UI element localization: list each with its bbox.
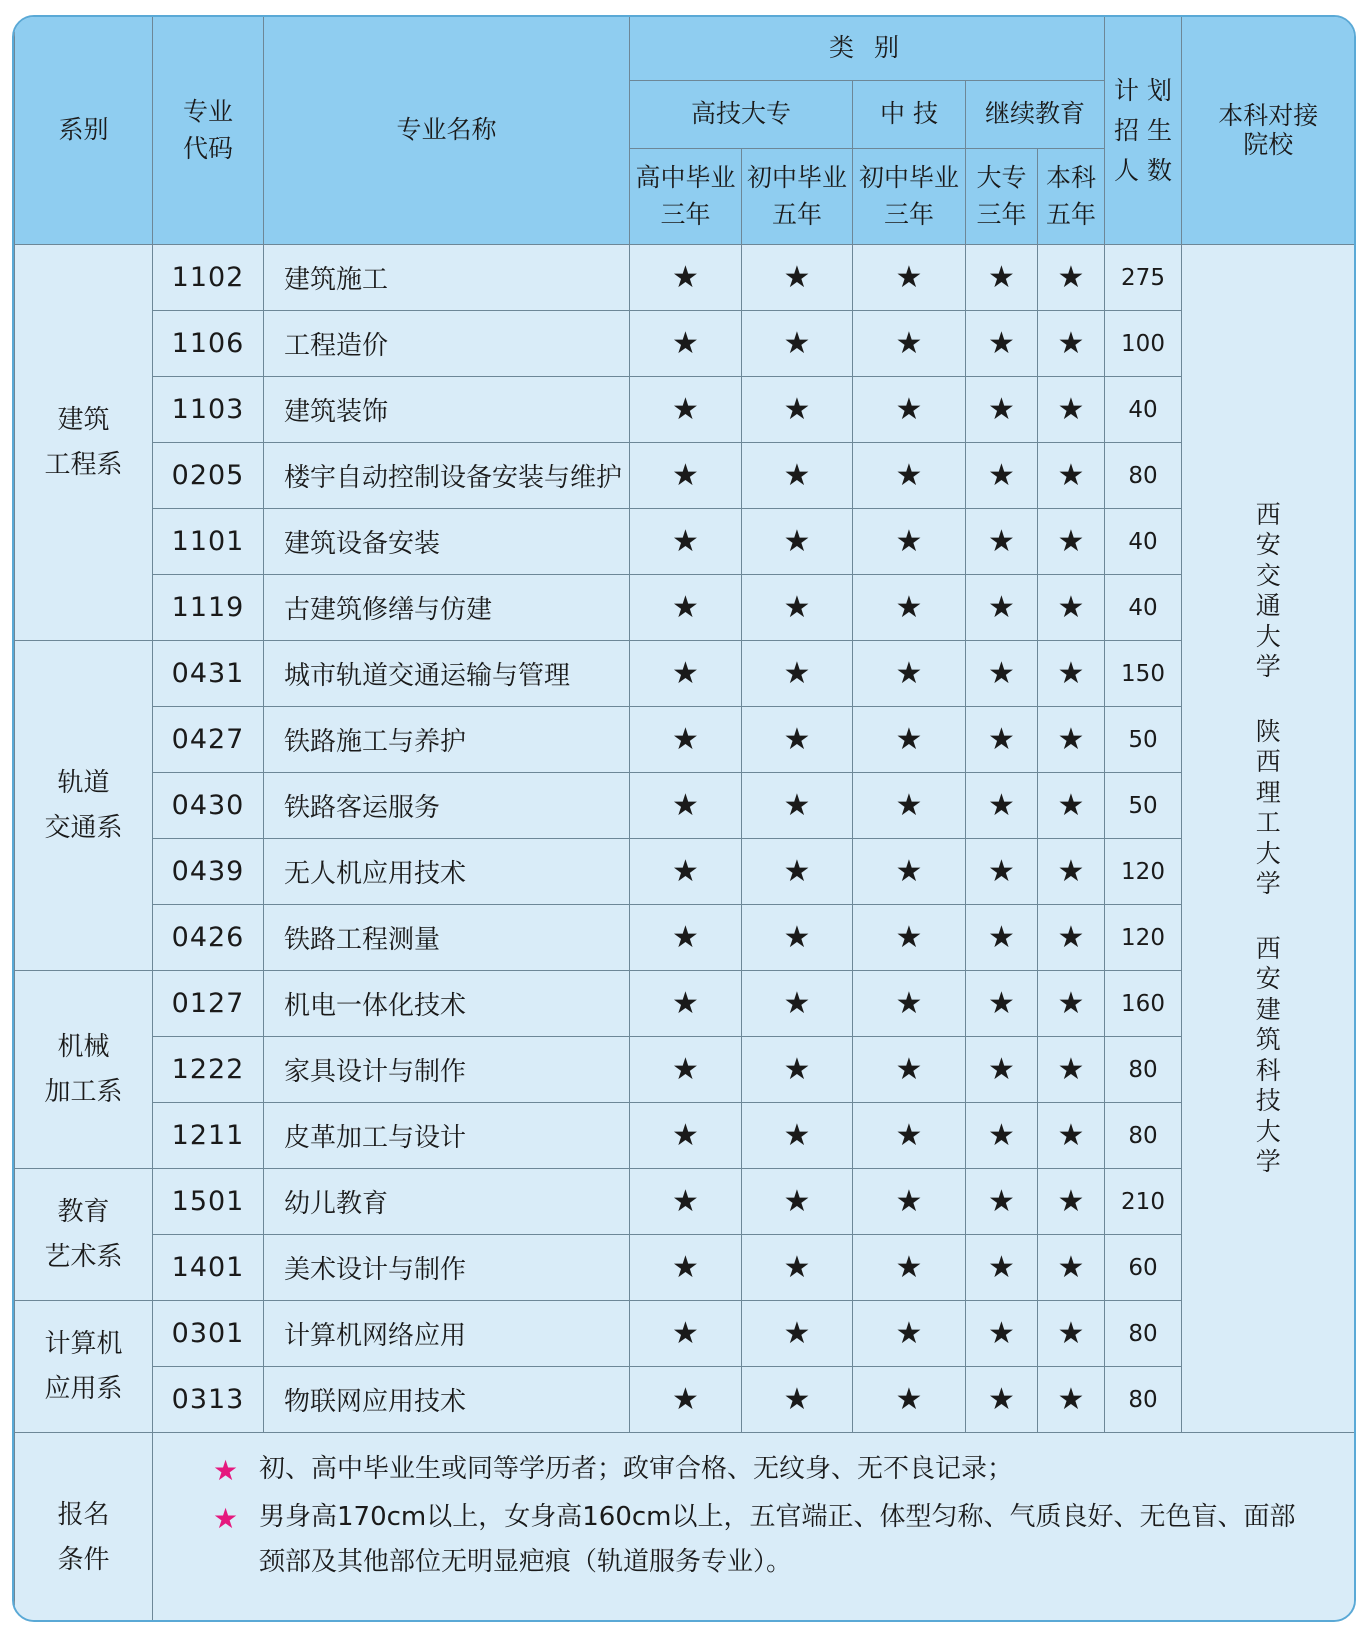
header-sub-cz3: 初中毕业 三年 <box>853 149 966 245</box>
star-mark-cz3: ★ <box>853 377 966 443</box>
star-mark-cz5: ★ <box>742 641 853 707</box>
star-mark-bk5: ★ <box>1038 1103 1105 1169</box>
requirement-item <box>213 1495 1319 1584</box>
header-code: 专业 代码 <box>153 17 264 245</box>
star-mark-dz3: ★ <box>966 377 1038 443</box>
star-mark-dz3: ★ <box>966 1235 1038 1301</box>
star-mark-cz5: ★ <box>742 443 853 509</box>
plan-count: 50 <box>1105 773 1182 839</box>
star-mark-bk5: ★ <box>1038 707 1105 773</box>
star-mark-bk5: ★ <box>1038 1169 1105 1235</box>
star-mark-cz3: ★ <box>853 641 966 707</box>
star-mark-dz3: ★ <box>966 509 1038 575</box>
star-mark-cz5: ★ <box>742 311 853 377</box>
majors-body <box>15 245 1355 1623</box>
star-mark-bk5: ★ <box>1038 575 1105 641</box>
header-group-jxjy: 继续教育 <box>966 81 1105 149</box>
plan-count: 50 <box>1105 707 1182 773</box>
table-row <box>15 1169 1355 1235</box>
star-mark-bk5: ★ <box>1038 1235 1105 1301</box>
star-mark-bk5: ★ <box>1038 1037 1105 1103</box>
header-dept: 系别 <box>15 17 153 245</box>
table-row <box>15 971 1355 1037</box>
major-code: 0301 <box>153 1301 264 1367</box>
table-row <box>15 1235 1355 1301</box>
star-mark-bk5: ★ <box>1038 311 1105 377</box>
star-mark-gz3: ★ <box>630 1169 742 1235</box>
star-mark-gz3: ★ <box>630 245 742 311</box>
star-mark-dz3: ★ <box>966 575 1038 641</box>
table-row <box>15 905 1355 971</box>
star-mark-cz5: ★ <box>742 1235 853 1301</box>
partner-university-0: 西安交通大学 <box>1255 499 1281 681</box>
major-name: 铁路施工与养护 <box>264 707 630 773</box>
major-name: 幼儿教育 <box>264 1169 630 1235</box>
requirements-list <box>153 1433 1355 1623</box>
department-name: 机械 加工系 <box>15 971 153 1169</box>
plan-count: 40 <box>1105 509 1182 575</box>
star-mark-gz3: ★ <box>630 971 742 1037</box>
major-code: 1101 <box>153 509 264 575</box>
star-mark-gz3: ★ <box>630 1235 742 1301</box>
major-name: 美术设计与制作 <box>264 1235 630 1301</box>
star-mark-bk5: ★ <box>1038 1367 1105 1433</box>
star-mark-cz3: ★ <box>853 1037 966 1103</box>
major-name: 建筑设备安装 <box>264 509 630 575</box>
star-mark-cz3: ★ <box>853 1301 966 1367</box>
star-mark-dz3: ★ <box>966 1301 1038 1367</box>
star-mark-cz5: ★ <box>742 773 853 839</box>
department-name: 教育 艺术系 <box>15 1169 153 1301</box>
major-name: 建筑施工 <box>264 245 630 311</box>
plan-count: 80 <box>1105 1301 1182 1367</box>
star-mark-gz3: ★ <box>630 1037 742 1103</box>
plan-count: 150 <box>1105 641 1182 707</box>
header-partner: 本科对接 院校 <box>1182 17 1355 245</box>
star-mark-bk5: ★ <box>1038 443 1105 509</box>
header-group-gjdz: 高技大专 <box>630 81 853 149</box>
star-mark-gz3: ★ <box>630 575 742 641</box>
table-row <box>15 509 1355 575</box>
star-mark-gz3: ★ <box>630 641 742 707</box>
star-mark-bk5: ★ <box>1038 971 1105 1037</box>
star-mark-bk5: ★ <box>1038 641 1105 707</box>
partner-university-2: 西安建筑科技大学 <box>1255 933 1281 1176</box>
star-mark-gz3: ★ <box>630 905 742 971</box>
table-row <box>15 311 1355 377</box>
department-name: 建筑 工程系 <box>15 245 153 641</box>
header-group-zj: 中 技 <box>853 81 966 149</box>
header-sub-cz5: 初中毕业 五年 <box>742 149 853 245</box>
header-category: 类 别 <box>630 17 1105 81</box>
major-code: 1119 <box>153 575 264 641</box>
major-name: 建筑装饰 <box>264 377 630 443</box>
major-name: 城市轨道交通运输与管理 <box>264 641 630 707</box>
star-mark-dz3: ★ <box>966 311 1038 377</box>
star-mark-gz3: ★ <box>630 1301 742 1367</box>
star-mark-dz3: ★ <box>966 443 1038 509</box>
plan-count: 120 <box>1105 905 1182 971</box>
plan-count: 120 <box>1105 839 1182 905</box>
major-code: 1222 <box>153 1037 264 1103</box>
star-mark-gz3: ★ <box>630 1367 742 1433</box>
plan-count: 210 <box>1105 1169 1182 1235</box>
header-sub-bk5: 本科 五年 <box>1038 149 1105 245</box>
star-mark-bk5: ★ <box>1038 509 1105 575</box>
star-mark-cz3: ★ <box>853 1103 966 1169</box>
major-name: 铁路工程测量 <box>264 905 630 971</box>
star-mark-bk5: ★ <box>1038 245 1105 311</box>
pink-star-icon: ★ <box>213 1502 239 1536</box>
star-mark-bk5: ★ <box>1038 839 1105 905</box>
star-mark-bk5: ★ <box>1038 905 1105 971</box>
requirement-text: 男身高170cm以上，女身高160cm以上，五官端正、体型匀称、气质良好、无色盲、面部颈部及其他部位无明显疤痕（轨道服务专业）。 <box>259 1502 1296 1577</box>
table-row <box>15 575 1355 641</box>
major-code: 0431 <box>153 641 264 707</box>
star-mark-cz3: ★ <box>853 905 966 971</box>
partner-university-1: 陕西理工大学 <box>1255 716 1281 898</box>
star-mark-cz3: ★ <box>853 1169 966 1235</box>
star-mark-gz3: ★ <box>630 377 742 443</box>
major-code: 0127 <box>153 971 264 1037</box>
star-mark-bk5: ★ <box>1038 773 1105 839</box>
header-plan: 计 划 招 生 人 数 <box>1105 17 1182 245</box>
table-row <box>15 839 1355 905</box>
table-row <box>15 377 1355 443</box>
major-name: 计算机网络应用 <box>264 1301 630 1367</box>
table-row <box>15 641 1355 707</box>
table-row <box>15 1037 1355 1103</box>
table-row <box>15 245 1355 311</box>
plan-count: 40 <box>1105 377 1182 443</box>
requirements-row <box>15 1433 1355 1623</box>
major-name: 古建筑修缮与仿建 <box>264 575 630 641</box>
major-code: 1501 <box>153 1169 264 1235</box>
table-row <box>15 1301 1355 1367</box>
plan-count: 80 <box>1105 443 1182 509</box>
star-mark-dz3: ★ <box>966 641 1038 707</box>
plan-count: 160 <box>1105 971 1182 1037</box>
star-mark-dz3: ★ <box>966 1169 1038 1235</box>
major-name: 皮革加工与设计 <box>264 1103 630 1169</box>
major-code: 1211 <box>153 1103 264 1169</box>
major-code: 0205 <box>153 443 264 509</box>
star-mark-dz3: ★ <box>966 1037 1038 1103</box>
star-mark-cz3: ★ <box>853 707 966 773</box>
requirement-text: 初、高中毕业生或同等学历者；政审合格、无纹身、无不良记录； <box>259 1454 1014 1484</box>
table-row <box>15 443 1355 509</box>
major-code: 0439 <box>153 839 264 905</box>
major-name: 机电一体化技术 <box>264 971 630 1037</box>
star-mark-cz3: ★ <box>853 509 966 575</box>
star-mark-cz5: ★ <box>742 1103 853 1169</box>
star-mark-dz3: ★ <box>966 1103 1038 1169</box>
star-mark-dz3: ★ <box>966 905 1038 971</box>
major-name: 家具设计与制作 <box>264 1037 630 1103</box>
major-code: 0430 <box>153 773 264 839</box>
star-mark-cz5: ★ <box>742 1169 853 1235</box>
star-mark-gz3: ★ <box>630 839 742 905</box>
star-mark-dz3: ★ <box>966 971 1038 1037</box>
star-mark-dz3: ★ <box>966 707 1038 773</box>
table-row <box>15 1367 1355 1433</box>
header-sub-dz3: 大专 三年 <box>966 149 1038 245</box>
star-mark-cz3: ★ <box>853 971 966 1037</box>
star-mark-dz3: ★ <box>966 773 1038 839</box>
star-mark-dz3: ★ <box>966 1367 1038 1433</box>
star-mark-cz3: ★ <box>853 311 966 377</box>
requirements-label: 报名 条件 <box>15 1433 153 1623</box>
star-mark-gz3: ★ <box>630 509 742 575</box>
star-mark-cz5: ★ <box>742 905 853 971</box>
star-mark-cz3: ★ <box>853 839 966 905</box>
plan-count: 40 <box>1105 575 1182 641</box>
major-code: 0313 <box>153 1367 264 1433</box>
plan-count: 80 <box>1105 1103 1182 1169</box>
star-mark-cz3: ★ <box>853 773 966 839</box>
header-sub-gz3: 高中毕业 三年 <box>630 149 742 245</box>
star-mark-gz3: ★ <box>630 707 742 773</box>
major-code: 1102 <box>153 245 264 311</box>
star-mark-cz3: ★ <box>853 575 966 641</box>
department-name: 轨道 交通系 <box>15 641 153 971</box>
plan-count: 80 <box>1105 1367 1182 1433</box>
star-mark-gz3: ★ <box>630 773 742 839</box>
department-name: 计算机 应用系 <box>15 1301 153 1433</box>
star-mark-dz3: ★ <box>966 245 1038 311</box>
major-code: 1401 <box>153 1235 264 1301</box>
major-name: 铁路客运服务 <box>264 773 630 839</box>
partner-universities <box>1182 245 1355 1433</box>
star-mark-gz3: ★ <box>630 1103 742 1169</box>
major-name: 工程造价 <box>264 311 630 377</box>
star-mark-cz5: ★ <box>742 971 853 1037</box>
star-mark-cz5: ★ <box>742 839 853 905</box>
table-row <box>15 773 1355 839</box>
star-mark-bk5: ★ <box>1038 377 1105 443</box>
requirement-item <box>213 1447 1319 1495</box>
plan-count: 100 <box>1105 311 1182 377</box>
star-mark-gz3: ★ <box>630 443 742 509</box>
star-mark-dz3: ★ <box>966 839 1038 905</box>
table-row <box>15 707 1355 773</box>
plan-count: 60 <box>1105 1235 1182 1301</box>
major-name: 物联网应用技术 <box>264 1367 630 1433</box>
star-mark-cz5: ★ <box>742 1367 853 1433</box>
table-row <box>15 1103 1355 1169</box>
star-mark-cz5: ★ <box>742 509 853 575</box>
pink-star-icon: ★ <box>213 1454 239 1487</box>
star-mark-cz3: ★ <box>853 245 966 311</box>
star-mark-cz5: ★ <box>742 575 853 641</box>
major-code: 1103 <box>153 377 264 443</box>
star-mark-bk5: ★ <box>1038 1301 1105 1367</box>
star-mark-cz5: ★ <box>742 245 853 311</box>
star-mark-cz5: ★ <box>742 1037 853 1103</box>
star-mark-cz5: ★ <box>742 1301 853 1367</box>
header-name: 专业名称 <box>264 17 630 245</box>
admissions-table-frame <box>12 15 1356 1622</box>
star-mark-cz3: ★ <box>853 1235 966 1301</box>
star-mark-gz3: ★ <box>630 311 742 377</box>
major-code: 1106 <box>153 311 264 377</box>
star-mark-cz3: ★ <box>853 1367 966 1433</box>
major-name: 楼宇自动控制设备安装与维护 <box>264 443 630 509</box>
major-code: 0427 <box>153 707 264 773</box>
major-name: 无人机应用技术 <box>264 839 630 905</box>
major-code: 0426 <box>153 905 264 971</box>
plan-count: 80 <box>1105 1037 1182 1103</box>
star-mark-cz5: ★ <box>742 707 853 773</box>
star-mark-cz3: ★ <box>853 443 966 509</box>
star-mark-cz5: ★ <box>742 377 853 443</box>
plan-count: 275 <box>1105 245 1182 311</box>
admissions-table <box>14 17 1355 1622</box>
